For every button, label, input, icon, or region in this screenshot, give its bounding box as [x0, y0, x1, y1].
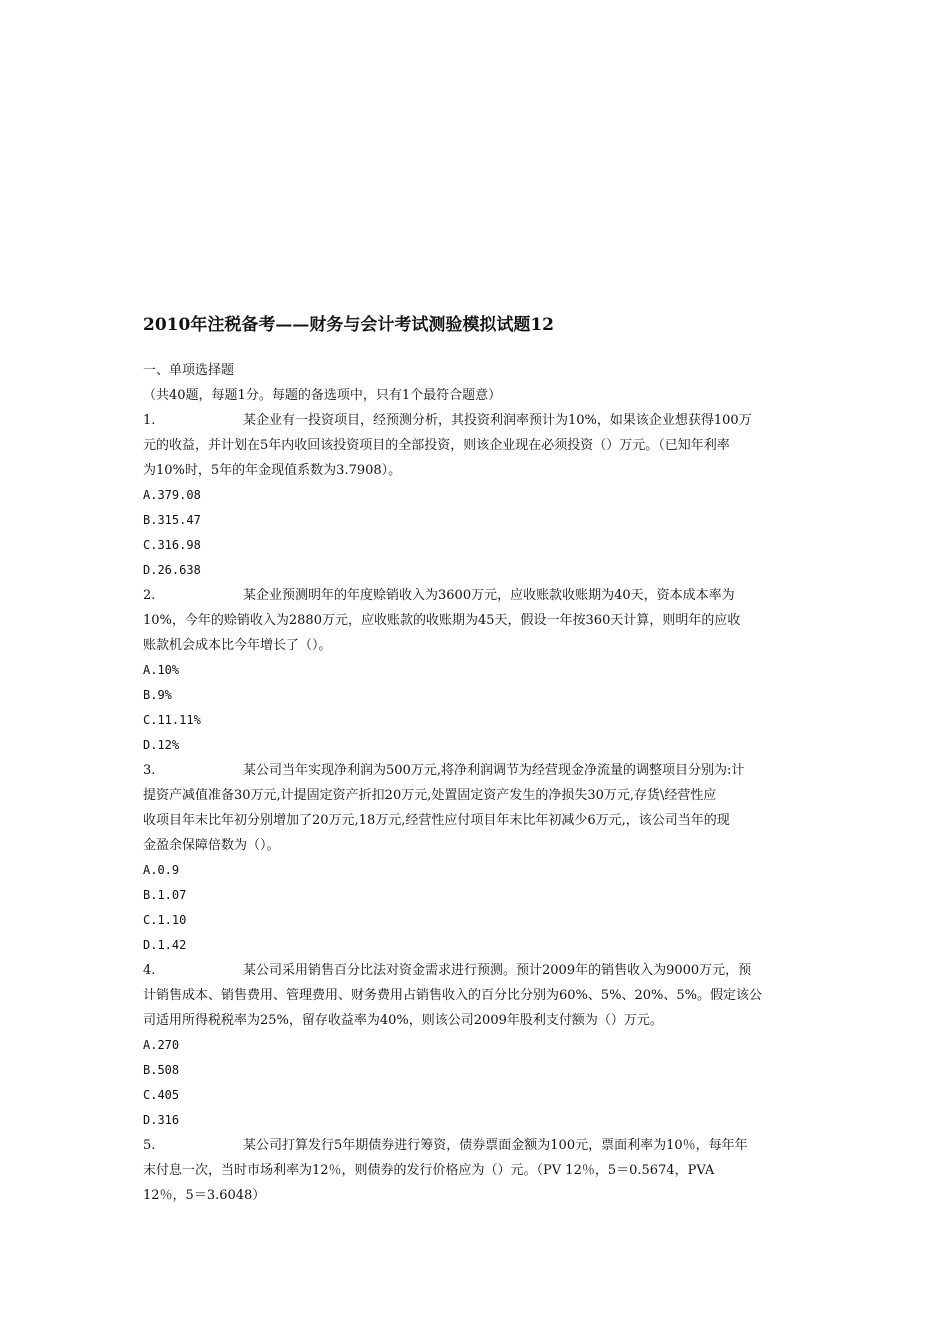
answer-option: D.1.42 — [143, 938, 187, 952]
question-first-line — [143, 408, 809, 433]
question-first-line — [143, 758, 809, 783]
answer-option: C.405 — [143, 1088, 180, 1102]
question-3 — [143, 758, 809, 958]
question-first-line — [143, 958, 809, 983]
question-first-line — [143, 583, 809, 608]
question-text-line: 提资产减值准备30万元,计提固定资产折扣20万元,处置固定资产发生的净损失30万元,存货\经营性应 — [143, 788, 717, 803]
answer-option: C.1.10 — [143, 913, 187, 927]
answer-option: A.379.08 — [143, 488, 201, 502]
question-number: 2. — [143, 588, 156, 603]
question-text-line: 12％，5＝3.6048） — [143, 1188, 266, 1203]
document-body — [143, 358, 809, 1208]
answer-option: B.315.47 — [143, 513, 201, 527]
question-first-line — [143, 1133, 809, 1158]
question-5 — [143, 1133, 809, 1208]
question-text-line: 某公司当年实现净利润为500万元,将净利润调节为经营现金净流量的调整项目分别为:计 — [243, 763, 745, 778]
question-number: 4. — [143, 963, 156, 978]
question-text-line: 10%，今年的赊销收入为2880万元，应收账款的收账期为45天，假设一年按360天计算，则明年的应收 — [143, 613, 741, 628]
answer-option: D.12% — [143, 738, 180, 752]
question-text-line: 为10%时，5年的年金现值系数为3.7908）。 — [143, 463, 402, 478]
section-note: （共40题，每题1分。每题的备选项中，只有1个最符合题意） — [143, 388, 502, 403]
answer-option: C.316.98 — [143, 538, 201, 552]
answer-option: B.508 — [143, 1063, 180, 1077]
question-1 — [143, 408, 809, 583]
question-text-line: 某企业有一投资项目，经预测分析，其投资利润率预计为10%，如果该企业想获得100万 — [243, 413, 752, 428]
question-number: 5. — [143, 1138, 156, 1153]
answer-option: A.10% — [143, 663, 180, 677]
answer-option: C.11.11% — [143, 713, 201, 727]
question-text-line: 元的收益，并计划在5年内收回该投资项目的全部投资，则该企业现在必须投资（）万元。（已知年利率 — [143, 438, 730, 453]
question-text-line: 末付息一次，当时市场利率为12％，则债券的发行价格应为（）元。（PV 12％，5＝0.5674，PVA — [143, 1163, 715, 1178]
answer-option: A.0.9 — [143, 863, 180, 877]
question-4 — [143, 958, 809, 1133]
question-2 — [143, 583, 809, 758]
question-text-line: 账款机会成本比今年增长了（）。 — [143, 638, 332, 653]
question-text-line: 金盈余保障倍数为（）。 — [143, 838, 280, 853]
answer-option: B.9% — [143, 688, 172, 702]
answer-option: D.26.638 — [143, 563, 201, 577]
question-text-line: 收项目年末比年初分别增加了20万元,18万元,经营性应付项目年末比年初减少6万元,，该公司当年的现 — [143, 813, 730, 828]
question-number: 1. — [143, 413, 156, 428]
section-heading: 一、单项选择题 — [143, 363, 235, 378]
question-text-line: 司适用所得税税率为25%，留存收益率为40%，则该公司2009年股利支付额为（）万元。 — [143, 1013, 663, 1028]
question-text-line: 某公司打算发行5年期债券进行筹资，债券票面金额为100元，票面利率为10％，每年年 — [243, 1138, 748, 1153]
question-text-line: 某企业预测明年的年度赊销收入为3600万元，应收账款收账期为40天，资本成本率为 — [243, 588, 735, 603]
document-title: 2010年注税备考——财务与会计考试测验模拟试题12 — [143, 315, 554, 335]
answer-option: B.1.07 — [143, 888, 187, 902]
answer-option: A.270 — [143, 1038, 180, 1052]
answer-option: D.316 — [143, 1113, 180, 1127]
question-text-line: 某公司采用销售百分比法对资金需求进行预测。预计2009年的销售收入为9000万元，预 — [243, 963, 752, 978]
question-number: 3. — [143, 763, 156, 778]
question-text-line: 计销售成本、销售费用、管理费用、财务费用占销售收入的百分比分别为60%、5%、20%、5%。假定该公 — [143, 988, 763, 1003]
